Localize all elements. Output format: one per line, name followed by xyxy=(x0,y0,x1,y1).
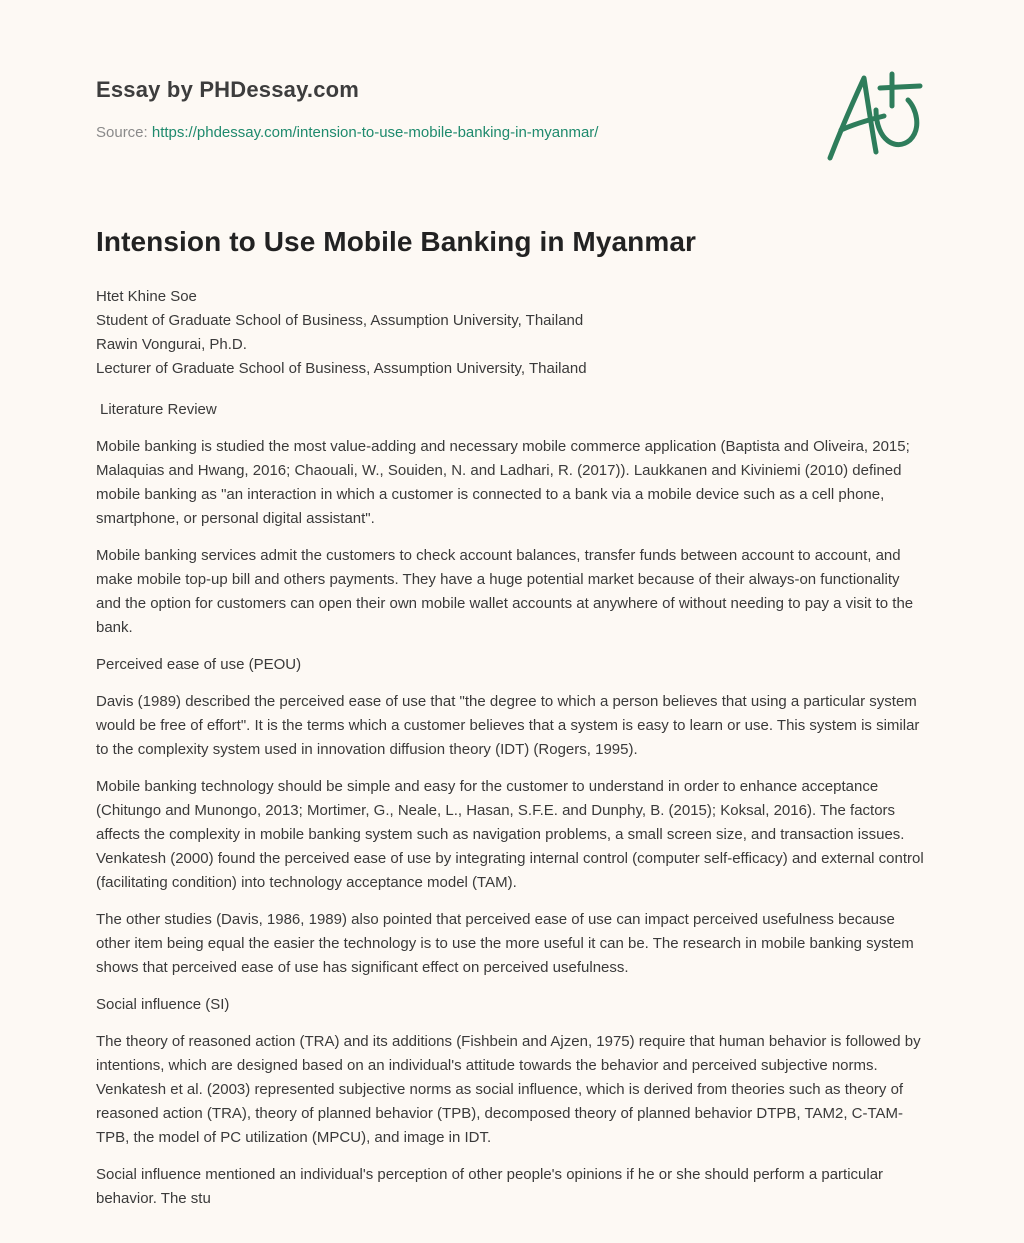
section-heading: Literature Review xyxy=(100,401,217,418)
essay-body xyxy=(96,398,928,1224)
site-title: Essay by PHDessay.com xyxy=(96,77,360,102)
author-name: Htet Khine Soe xyxy=(96,288,197,305)
source-link[interactable]: https://phdessay.com/intension-to-use-mobile-banking-in-myanmar/ xyxy=(151,124,599,141)
document-title: Intension to Use Mobile Banking in Myanmar xyxy=(96,226,697,257)
author-block xyxy=(96,285,587,381)
section-heading: Perceived ease of use (PEOU) xyxy=(96,656,302,673)
paragraph: Mobile banking technology should be simple and easy for the customer to understand in order to enhance acceptance (Chitungo and Munongo, 2013; Mortimer, G., Neale, L., Hasan, S.F.E. and Dunphy, B. (2015); Koksal, 2016). The factors affects the complexity in mobile banking system such as navigation problems, a small screen size, and transaction issues. Venkatesh (2000) found the perceived ease of use by integrating internal control (computer self-efficacy) and external control (facilitating condition) into technology acceptance model (TAM). xyxy=(96,778,924,891)
paragraph: Davis (1989) described the perceived ease of use that "the degree to which a person believes that using a particular system would be free of effort". It is the terms which a customer believes that a system is easy to learn or use. This system is similar to the complexity system used in innovation diffusion theory (IDT) (Rogers, 1995). xyxy=(96,693,920,758)
paragraph: Mobile banking services admit the customers to check account balances, transfer funds between account to account, and make mobile top-up bill and others payments. They have a huge potential market because of their always-on functionality and the option for customers can open their own mobile wallet accounts at anywhere of without needing to pay a visit to the bank. xyxy=(96,547,914,636)
section-heading: Social influence (SI) xyxy=(96,996,230,1013)
author-affiliation: Lecturer of Graduate School of Business, Assumption University, Thailand xyxy=(96,360,587,377)
paragraph: The other studies (Davis, 1986, 1989) also pointed that perceived ease of use can impact perceived usefulness because other item being equal the easier the technology is to use the more useful it can be. The research in mobile banking system shows that perceived ease of use has significant effect on perceived usefulness. xyxy=(96,911,914,976)
author-name: Rawin Vongurai, Ph.D. xyxy=(96,336,247,353)
source-line xyxy=(96,124,598,141)
source-label: Source: xyxy=(96,124,152,141)
paragraph: Social influence mentioned an individual's perception of other people's opinions if he or she should perform a particular behavior. The stu xyxy=(96,1166,884,1207)
a-plus-logo-icon xyxy=(824,66,924,164)
paragraph: Mobile banking is studied the most value-adding and necessary mobile commerce application (Baptista and Oliveira, 2015; Malaquias and Hwang, 2016; Chaouali, W., Souiden, N. and Ladhari, R. (2017)). Laukkanen and Kiviniemi (2010) defined mobile banking as "an interaction in which a customer is connected to a bank via a mobile device such as a cell phone, smartphone, or personal digital assistant". xyxy=(96,438,910,527)
paragraph: The theory of reasoned action (TRA) and its additions (Fishbein and Ajzen, 1975) require that human behavior is followed by intentions, which are designed based on an individual's attitude towards the behavior and perceived subjective norms. Venkatesh et al. (2003) represented subjective norms as social influence, which is derived from theories such as theory of reasoned action (TRA), theory of planned behavior (TPB), decomposed theory of planned behavior DTPB, TAM2, C-TAM-TPB, the model of PC utilization (MPCU), and image in IDT. xyxy=(96,1033,921,1146)
author-affiliation: Student of Graduate School of Business, Assumption University, Thailand xyxy=(96,312,584,329)
